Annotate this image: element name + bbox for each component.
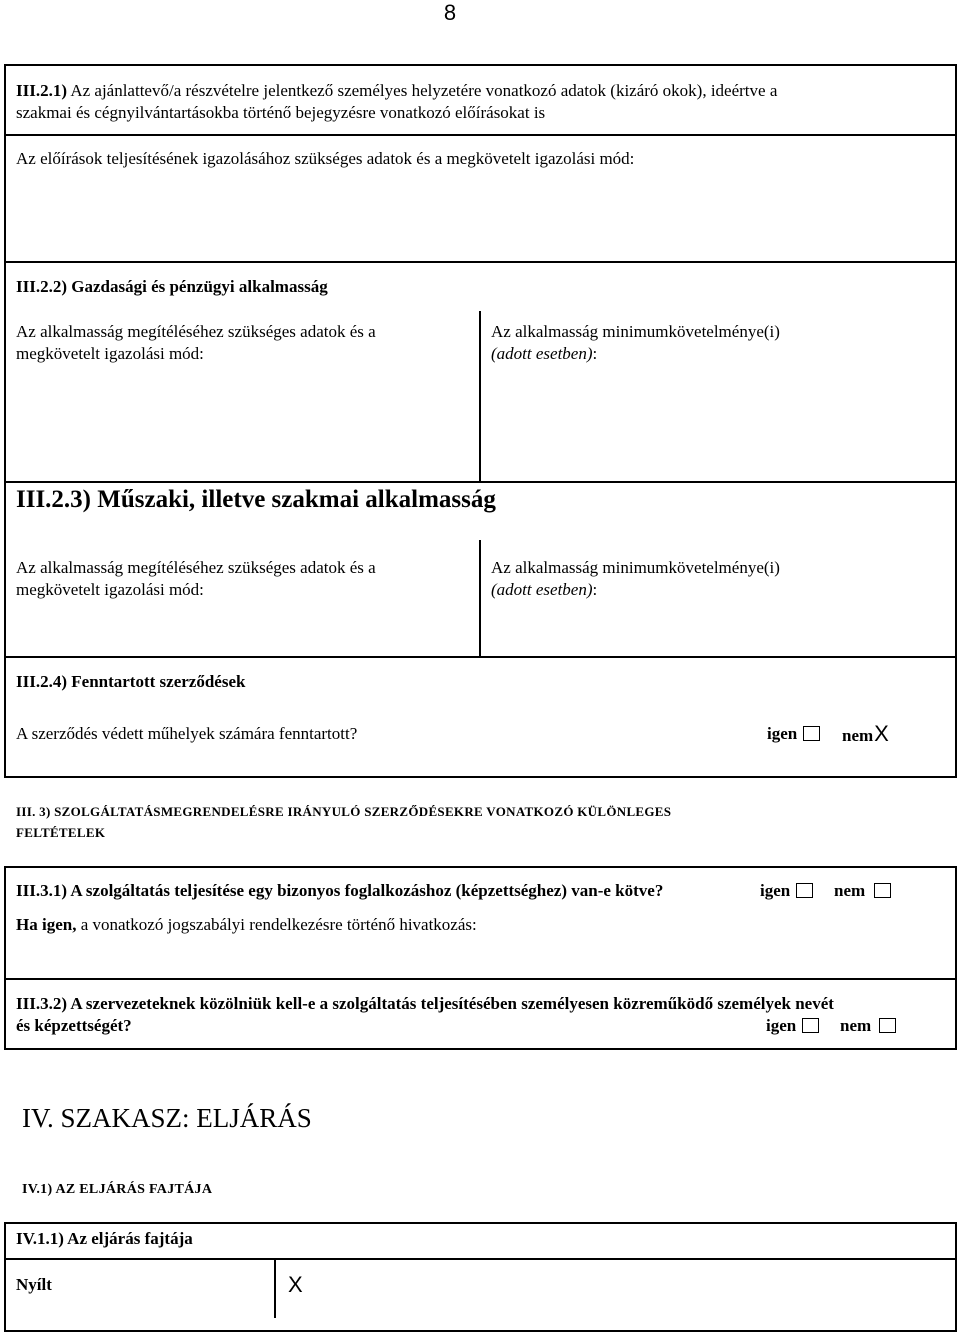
section-iv-1-1-heading: IV.1.1) Az eljárás fajtája — [16, 1229, 193, 1248]
no-label: nem — [842, 726, 874, 745]
section-iii-2-4-heading: III.2.4) Fenntartott szerződések — [16, 672, 246, 691]
no-checkbox[interactable] — [874, 883, 891, 898]
section-iii-3-2-question-2: és képzettségét? — [16, 1016, 132, 1035]
section-iii-3-1-sub-bold: Ha igen, — [16, 915, 77, 934]
section-iii-2-2-column-divider — [479, 311, 481, 483]
section-iii-3-1-no-option — [834, 880, 891, 902]
section-iii-2-4-question: A szerződés védett műhelyek számára fenntartott? — [16, 724, 358, 743]
section-iii-2-3-left-label-1: Az alkalmasság megítéléséhez szükséges adatok és a — [16, 558, 376, 577]
section-iii-2-3-right-colon: : — [592, 580, 598, 599]
section-iii-3-2-question-1: III.3.2) A szervezeteknek közölniük kell-e a szolgáltatás teljesítésében személyesen közreműködő személyek nevét — [16, 994, 834, 1013]
section-iv-1-1-divider — [4, 1258, 957, 1260]
section-iii-2-2-right-label-1: Az alkalmasság minimumkövetelménye(i) — [491, 322, 780, 341]
section-iii-2-3-column-divider — [479, 540, 481, 658]
section-iv-title: IV. SZAKASZ: ELJÁRÁS — [22, 1103, 312, 1133]
section-iii-2-1-heading-line-2: szakmai és cégnyilvántartásokba történő bejegyzésre vonatkozó előírásokat is — [16, 103, 546, 122]
section-iii-2-4-no-option — [842, 723, 889, 747]
section-iii-3-1-yes-option — [760, 880, 813, 902]
section-iii-3-heading-2: FELTÉTELEK — [16, 825, 106, 840]
yes-checkbox[interactable] — [802, 1018, 819, 1033]
section-iii-2-4-yes-option — [767, 723, 820, 745]
yes-label: igen — [760, 881, 791, 900]
section-iv-1-1-column-divider — [274, 1258, 276, 1318]
section-iii-2-1-code: III.2.1) — [16, 81, 68, 100]
section-iii-2-1-divider — [4, 134, 957, 136]
section-iii-2-2-right-colon: : — [592, 344, 598, 363]
section-iii-2-2-left-label-2: megkövetelt igazolási mód: — [16, 344, 204, 363]
section-iii-3-1-sub — [16, 914, 477, 936]
procedure-type-open-checked[interactable]: X — [288, 1272, 303, 1297]
section-iii-2-3-left-label-2: megkövetelt igazolási mód: — [16, 580, 204, 599]
section-iii-2-1-label: Az előírások teljesítésének igazolásához szükséges adatok és a megkövetelt igazolási mód: — [16, 149, 635, 168]
section-iii-3-1-question: III.3.1) A szolgáltatás teljesítése egy bizonyos foglalkozáshoz (képzettséghez) van-e kötve? — [16, 881, 664, 900]
no-label: nem — [840, 1016, 872, 1035]
section-iv-1-heading: IV.1) AZ ELJÁRÁS FAJTÁJA — [22, 1182, 213, 1197]
section-iii-2-2-heading: III.2.2) Gazdasági és pénzügyi alkalmasság — [16, 277, 328, 296]
section-iii-2-2-right-label-2 — [491, 343, 597, 365]
section-iii-3-heading-1: III. 3) SZOLGÁLTATÁSMEGRENDELÉSRE IRÁNYULÓ SZERZŐDÉSEKRE VONATKOZÓ KÜLÖNLEGES — [16, 804, 672, 819]
section-iii-3-1-sub-rest: a vonatkozó jogszabályi rendelkezésre történő hivatkozás: — [76, 915, 477, 934]
no-checkbox-checked[interactable]: X — [874, 721, 889, 746]
section-iii-3-2-yes-option — [766, 1015, 819, 1037]
yes-label: igen — [766, 1016, 797, 1035]
section-iii-2-3-right-label-2 — [491, 579, 597, 601]
section-iii-2-3-right-label-1: Az alkalmasság minimumkövetelménye(i) — [491, 558, 780, 577]
page-number: 8 — [443, 0, 457, 25]
section-iii-2-1-heading-text: Az ajánlattevő/a részvételre jelentkező személyes helyzetére vonatkozó adatok (kizáró okok), ideértve a — [67, 81, 778, 100]
yes-checkbox[interactable] — [803, 726, 820, 741]
no-label: nem — [834, 881, 866, 900]
yes-label: igen — [767, 724, 798, 743]
procedure-type-label: Nyílt — [16, 1275, 52, 1294]
section-iii-2-2-left-label-1: Az alkalmasság megítéléséhez szükséges adatok és a — [16, 322, 376, 341]
section-iii-2-2-right-italic: (adott esetben) — [491, 344, 593, 363]
no-checkbox[interactable] — [879, 1018, 896, 1033]
section-iii-2-1-heading — [16, 80, 777, 102]
section-iii-2-3-right-italic: (adott esetben) — [491, 580, 593, 599]
section-iii-3-2-no-option — [840, 1015, 896, 1037]
section-iii-2-3-heading: III.2.3) Műszaki, illetve szakmai alkalmasság — [16, 486, 496, 513]
yes-checkbox[interactable] — [796, 883, 813, 898]
